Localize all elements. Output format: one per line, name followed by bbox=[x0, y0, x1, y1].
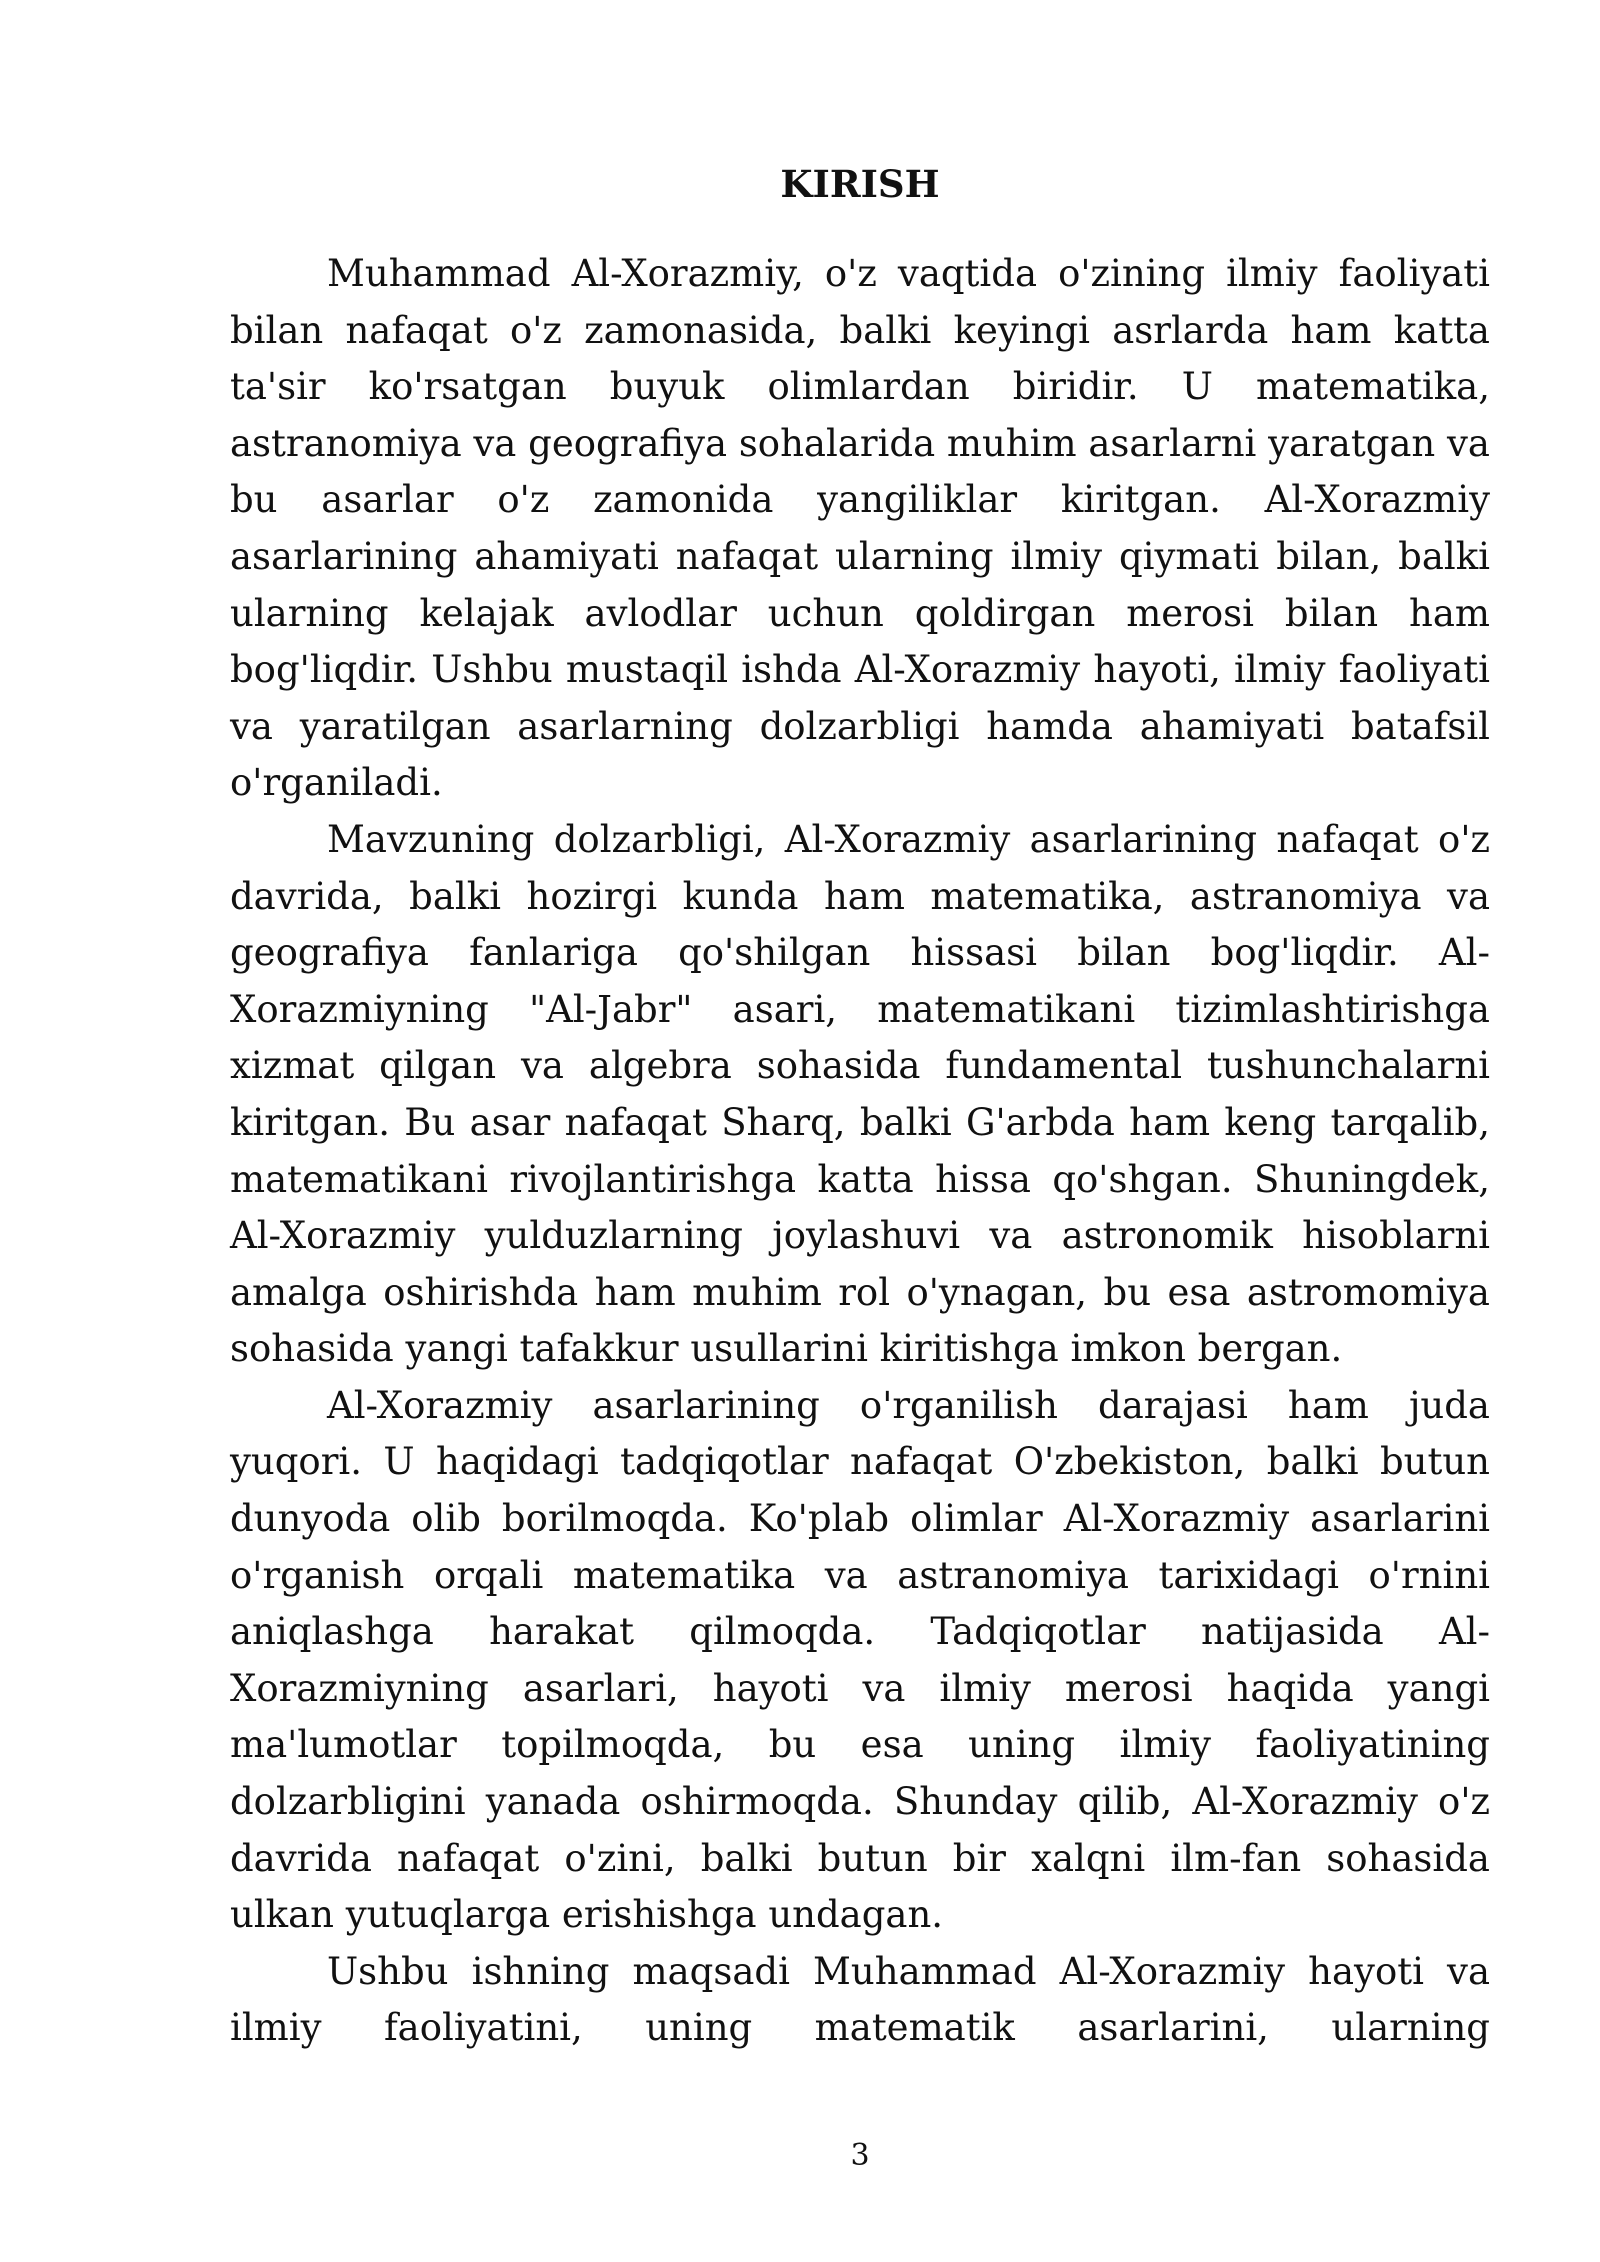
paragraph-relevance: Mavzuning dolzarbligi, Al-Xorazmiy asarlarining nafaqat o'z davrida, balki hozirgi kunda ham matematika, astranomiya va geografiya fanlariga qo'shilgan hissasi bilan bog'liqdir. Al-Xorazmiyning "Al-Jabr" asari, matematikani tizimlashtirishga xizmat qilgan va algebra sohasida fundamental tushunchalarni kiritgan. Bu asar nafaqat Sharq, balki G'arbda ham keng tarqalib, matematikani rivojlantirishga katta hissa qo'shgan. Shuningdek, Al-Xorazmiy yulduzlarning joylashuvi va astronomik hisoblarni amalga oshirishda ham muhim rol o'ynagan, bu esa astromomiya sohasida yangi tafakkur usullarini kiritishga imkon bergan. bbox=[230, 817, 1490, 1371]
page-title: KIRISH bbox=[780, 162, 940, 206]
paragraph-research-level: Al-Xorazmiy asarlarining o'rganilish darajasi ham juda yuqori. U haqidagi tadqiqotlar nafaqat O'zbekiston, balki butun dunyoda olib borilmoqda. Ko'plab olimlar Al-Xorazmiy asarlarini o'rganish orqali matematika va astranomiya tarixidagi o'rnini aniqlashga harakat qilmoqda. Tadqiqotlar natijasida Al-Xorazmiyning asarlari, hayoti va ilmiy merosi haqida yangi ma'lumotlar topilmoqda, bu esa uning ilmiy faoliyatining dolzarbligini yanada oshirmoqda. Shunday qilib, Al-Xorazmiy o'z davrida nafaqat o'zini, balki butun bir xalqni ilm-fan sohasida ulkan yutuqlarga erishishga undagan. bbox=[230, 1383, 1490, 1937]
paragraph-goal: Ushbu ishning maqsadi Muhammad Al-Xorazmiy hayoti va ilmiy faoliyatini, uning matematik asarlarini, ularning bbox=[230, 1949, 1490, 2050]
paragraph-intro: Muhammad Al-Xorazmiy, o'z vaqtida o'zining ilmiy faoliyati bilan nafaqat o'z zamonasida, balki keyingi asrlarda ham katta ta'sir ko'rsatgan buyuk olimlardan biridir. U matematika, astranomiya va geografiya sohalarida muhim asarlarni yaratgan va bu asarlar o'z zamonida yangiliklar kiritgan. Al-Xorazmiy asarlarining ahamiyati nafaqat ularning ilmiy qiymati bilan, balki ularning kelajak avlodlar uchun qoldirgan merosi bilan ham bog'liqdir. Ushbu mustaqil ishda Al-Xorazmiy hayoti, ilmiy faoliyati va yaratilgan asarlarning dolzarbligi hamda ahamiyati batafsil o'rganiladi. bbox=[230, 252, 1490, 805]
body-text bbox=[230, 246, 1490, 2057]
page-number: 3 bbox=[850, 2138, 870, 2173]
